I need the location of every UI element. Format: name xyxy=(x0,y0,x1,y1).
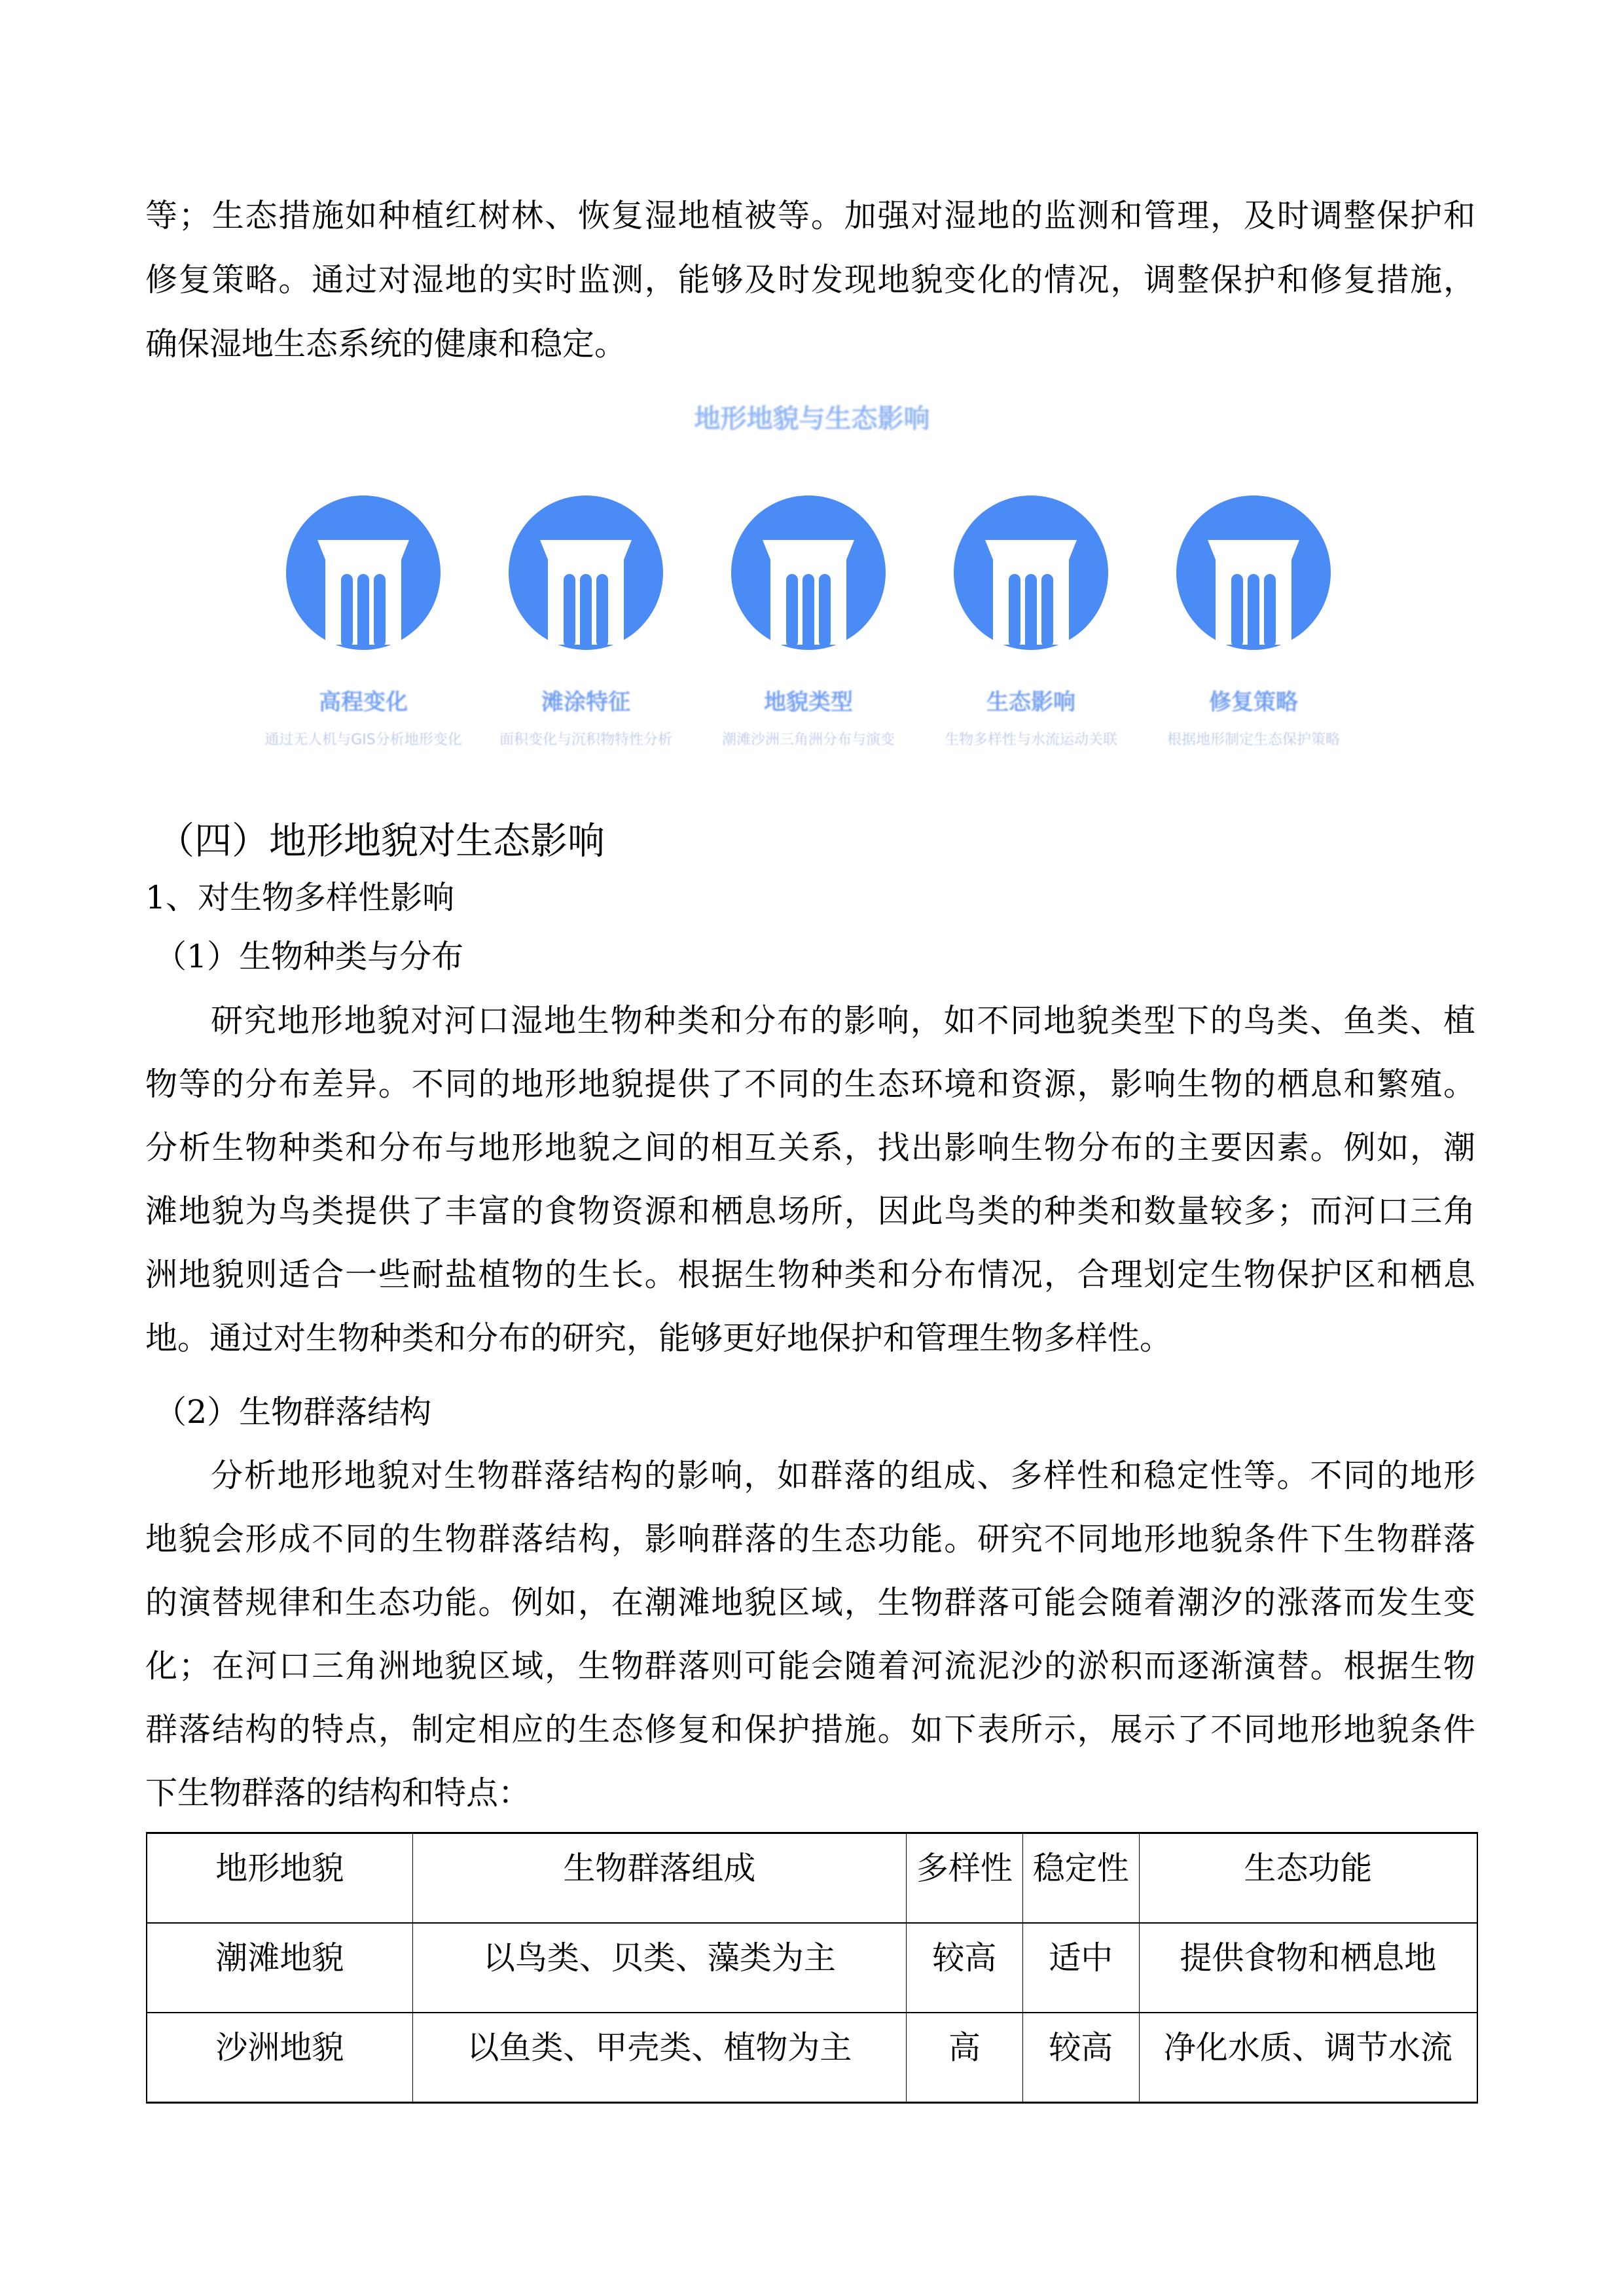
text-line: 确保湿地生态系统的健康和稳定。 xyxy=(145,325,627,363)
diagram-item-label: 地貌类型 xyxy=(764,689,853,715)
diagram-item xyxy=(700,494,916,751)
table-cell: 以鱼类、甲壳类、植物为主 xyxy=(412,2013,906,2103)
table-cell: 沙洲地貌 xyxy=(147,2013,412,2103)
text-line: 等；生态措施如种植红树林、恢复湿地植被等。加强对湿地的监测和管理，及时调整保护和 xyxy=(145,197,1475,234)
table-cell: 适中 xyxy=(1022,1923,1139,2013)
table-header-cell: 生态功能 xyxy=(1139,1833,1477,1924)
text-line: 滩地貌为鸟类提供了丰富的食物资源和栖息场所，因此鸟类的种类和数量较多；而河口三角 xyxy=(145,1193,1475,1230)
text-line: 下生物群落的结构和特点： xyxy=(145,1774,531,1812)
pillar-icon xyxy=(952,494,1110,651)
part-heading: （2）生物群落结构 xyxy=(154,1393,432,1431)
text-line: 修复策略。通过对湿地的实时监测，能够及时发现地貌变化的情况，调整保护和修复措施， xyxy=(145,261,1475,298)
table-header-cell: 生物群落组成 xyxy=(412,1833,906,1924)
diagram-item xyxy=(1146,494,1362,751)
diagram-item xyxy=(255,494,471,751)
text-line: 地。通过对生物种类和分布的研究，能够更好地保护和管理生物多样性。 xyxy=(145,1319,1172,1357)
diagram-title: 地形地貌与生态影响 xyxy=(694,404,930,434)
diagram-item-label: 滩涂特征 xyxy=(541,689,630,715)
part-heading: （1）生物种类与分布 xyxy=(154,938,464,975)
table-row xyxy=(147,1923,1477,2013)
diagram-item xyxy=(923,494,1139,751)
table-header-row xyxy=(147,1833,1477,1924)
diagram-item xyxy=(478,494,694,751)
table-cell: 净化水质、调节水流 xyxy=(1139,2013,1477,2103)
table-cell: 提供食物和栖息地 xyxy=(1139,1923,1477,2013)
pillar-icon xyxy=(507,494,664,651)
text-line: 分析生物种类和分布与地形地貌之间的相互关系，找出影响生物分布的主要因素。例如，潮 xyxy=(145,1129,1475,1166)
table-cell: 较高 xyxy=(1022,2013,1139,2103)
table-header-cell: 稳定性 xyxy=(1022,1833,1139,1924)
pillar-icon xyxy=(730,494,887,651)
diagram-item-label: 高程变化 xyxy=(319,689,408,715)
table-row xyxy=(147,2013,1477,2103)
section-heading: （四）地形地貌对生态影响 xyxy=(157,819,605,863)
text-line: 群落结构的特点，制定相应的生态修复和保护措施。如下表所示，展示了不同地形地貌条件 xyxy=(145,1711,1475,1748)
community-structure-table xyxy=(146,1832,1478,2104)
table-header-cell: 多样性 xyxy=(907,1833,1023,1924)
diagram-item-desc: 通过无人机与GIS分析地形变化 xyxy=(264,732,462,748)
text-line: 洲地貌则适合一些耐盐植物的生长。根据生物种类和分布情况，合理划定生物保护区和栖息 xyxy=(145,1256,1475,1293)
text-line: 物等的分布差异。不同的地形地貌提供了不同的生态环境和资源，影响生物的栖息和繁殖。 xyxy=(145,1066,1475,1103)
diagram-item-desc: 潮滩沙洲三角洲分布与演变 xyxy=(721,732,895,748)
diagram-item-desc: 生物多样性与水流运动关联 xyxy=(944,732,1117,748)
text-line: 化；在河口三角洲地貌区域，生物群落则可能会随着河流泥沙的淤积而逐渐演替。根据生物 xyxy=(145,1647,1475,1685)
diagram-item-label: 修复策略 xyxy=(1209,689,1298,715)
pillar-icon xyxy=(285,494,442,651)
text-line: 分析地形地貌对生物群落结构的影响，如群落的组成、多样性和稳定性等。不同的地形 xyxy=(211,1457,1475,1494)
subsection-heading: 1、对生物多样性影响 xyxy=(145,879,455,916)
table-cell: 高 xyxy=(907,2013,1023,2103)
table-header-cell: 地形地貌 xyxy=(147,1833,412,1924)
diagram-item-desc: 面积变化与沉积物特性分析 xyxy=(499,732,672,748)
table-cell: 潮滩地貌 xyxy=(147,1923,412,2013)
diagram-item-desc: 根据地形制定生态保护策略 xyxy=(1166,732,1340,748)
diagram-item-label: 生态影响 xyxy=(986,689,1075,715)
text-line: 研究地形地貌对河口湿地生物种类和分布的影响，如不同地貌类型下的鸟类、鱼类、植 xyxy=(211,1002,1475,1039)
table-cell: 以鸟类、贝类、藻类为主 xyxy=(412,1923,906,2013)
text-line: 的演替规律和生态功能。例如，在潮滩地貌区域，生物群落可能会随着潮汐的涨落而发生变 xyxy=(145,1584,1475,1621)
pillar-icon xyxy=(1175,494,1332,651)
text-line: 地貌会形成不同的生物群落结构，影响群落的生态功能。研究不同地形地貌条件下生物群落 xyxy=(145,1520,1475,1558)
table-cell: 较高 xyxy=(907,1923,1023,2013)
